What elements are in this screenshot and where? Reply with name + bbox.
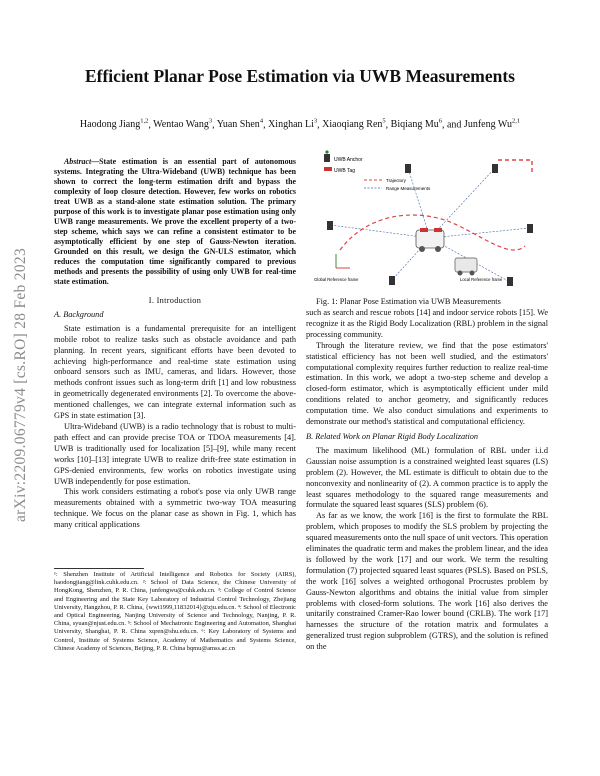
paper-title: Efficient Planar Pose Estimation via UWB Measurements (84, 66, 515, 86)
subsection-heading: B. Related Work on Planar Rigid Body Localization (306, 431, 479, 441)
section-heading: I. Introduction (148, 296, 202, 305)
svg-text:UWB Anchor: UWB Anchor (334, 157, 363, 163)
svg-text:Range Measurements: Range Measurements (386, 186, 431, 191)
author: Biqiang Mu$^6$ (390, 118, 442, 131)
paragraph: State estimation is a fundamental prerequisite for an intelligent mobile robot to realize tasks such as obstacle avoidance and path planning. In recent years, significant efforts have been devoted to achieving high-performance and real-time state estimation using onboard sensors such as IMU, cameras, and lidars. However, those methods confront issues such as long-term drift [1] and low robustness in geometrically degenerated environments [2]. To overcome the above-mentioned challenges, we can integrate external information such as GPS in state estimation [3]. (54, 323, 296, 421)
figure-caption: Fig. 1: Planar Pose Estimation via UWB Measurements (316, 297, 501, 306)
figure-1 (310, 150, 548, 290)
author: Haodong Jiang$^{1,2}$ (79, 118, 149, 131)
right-column (306, 308, 548, 653)
svg-text:UWB Tag: UWB Tag (334, 168, 356, 174)
author: Junfeng Wu$^{2,1}$ (463, 118, 521, 131)
paragraph: such as search and rescue robots [14] and indoor service robots [15]. We recognize it as the Rigid Body Localization (RBL) problem in the signal processing community. (306, 308, 548, 339)
robot-icon (416, 228, 444, 252)
paragraph: Ultra-Wideband (UWB) is a radio technology that is robust to multi-path effect and can provide precise TOA or TDOA measurements [4]. UWB is traditionally used for localization [5]–[9], while many recent works [10]–[13] integrate UWB to realize drift-free state estimation in GPS-denied environments, few works on robotics investigate using UWB independently for pose estimation. (54, 421, 296, 486)
global-frame-axes (336, 254, 350, 268)
author: Wentao Wang$^3$ (153, 118, 213, 131)
paragraph: The maximum likelihood (ML) formulation of RBL under i.i.d Gaussian noise assumption is a constrained weighted least squares (LS) problem (2). However, the ML estimate is difficult to obtain due to the nonconvexity and nonlinearity of (2). A common practice is to apply the least squares methodology to the squared range measurements and formulate the squared least squares (SLS) problem (6). (306, 445, 548, 510)
paragraph: As far as we know, the work [16] is the first to formulate the RBL problem, which proposes to modify the SLS problem by projecting the squared measurements onto the null space of unit vectors. This operation eliminates the quadratic term and makes the problem linear, and the idea is followed by the work [17] and our work. We term the resulting formulation (7) projected squared least squares (PSLS). Based on PSLS, the work [16] solves a weighted orthogonal Procrustes problem by Gauss-Newton algorithms and obtains the initial value from simpler problems with closed-form solutions. The work [16] also derives the unitarily constrained Cramer-Rao lower bound (CRLB). The work [17] harnesses the structure of the rotation matrix and formulates a generalized trust region subproblem (GTRS), and the solution is refined on the (306, 511, 549, 652)
svg-text:Trajectory: Trajectory (386, 178, 406, 183)
footnote: ¹: Shenzhen Institute of Artificial Intelligence and Robotics for Society (AIRS), haodongjiang@link.cuhk.edu.cn. ²: School of Data Science, the Chinese University of HongKong, Shenzhen, P. R. China, junfengwu@cuhk.edu.cn. ³: College of Control Science and Engineering and the State Key Laboratory of Industrial Control Technology, Zhejiang University, Hangzhou, P. R. China, {wwt1999,11832014}@zju.edu.cn. ⁴: School of Electronic and Optical Engineering, Nanjing University of Science and Technology, Nanjing, P. R. China, syuan@njust.edu.cn. ⁵: School of Mechatronic Engineering and Automation, Shanghai University, Shanghai, P. R. China xqren@shu.edu.cn. ⁶: Key Laboratory of Systems and Control, Institute of Systems Science, Academy of Mathematics and Systems Science, Chinese Academy of Sciences, Beijing, P. R. China bqmu@amss.ac.cn (54, 571, 296, 652)
paragraph: This work considers estimating a robot's pose via only UWB range measurements obtained with a symmetric two-way TOA measuring technique. We focus on the planar case as shown in Fig. 1, which has many critical applications (54, 487, 296, 530)
left-column (54, 157, 296, 531)
global-frame-label: Global Reference frame (314, 277, 359, 282)
robot-icon (455, 258, 477, 276)
arxiv-sidebar (6, 190, 36, 580)
author: Xinghan Li$^3$ (268, 118, 318, 131)
arxiv-id: arXiv:2209.06779v4 [cs.RO] 28 Feb 2023 (12, 247, 29, 523)
author: Yuan Shen$^4$ (216, 118, 264, 131)
author-list: Haodong Jiang$^{1,2}$, Wentao Wang$^3$, Yuan Shen$^4$, Xinghan Li$^3$, Xiaoqiang Ren$^5$, Biqiang Mu$^6$, and Junfeng Wu$^{2,1}$ (79, 118, 521, 131)
anchor-icons (327, 164, 533, 286)
footnote-rule (54, 568, 144, 569)
subsection-heading: A. Background (54, 309, 104, 319)
abstract: Abstract—State estimation is an essential part of autonomous systems. Integrating the Ultra-Wideband (UWB) technique has been shown to correct the long-term estimation drift and bypass the complexity of loop closure detection. However, few works on robotics treat UWB as a stand-alone state estimation solution. The primary purpose of this work is to investigate planar pose estimation using only UWB range measurements. We prove the excellent property of a two-step scheme, which says we can refine a consistent estimator to be asymptotically efficient by one step of Gauss-Newton iteration. Grounded on this result, we design the GN-ULS estimator, which reduces the computation time significantly compared to previous methods and presents the possibility of using only UWB for real-time state estimation. (54, 157, 296, 286)
local-frame-label: Local Reference frame (460, 277, 503, 282)
author: Xiaoqiang Ren$^5$ (322, 118, 386, 131)
figure-legend (324, 150, 431, 191)
paragraph: Through the literature review, we find that the pose estimators' statistical efficiency has not been well studied, and the estimators' computational complexity requires further reduction to realize real-time estimation. In this work, we adopt a two-step scheme and develop a closed-form estimator, which is asymptotically efficient under mild conditions related to anchor geometry, and significantly reduces computation time. We also conduct simulations and experiments to demonstrate our method's statistical and computational efficiency. (306, 340, 548, 427)
